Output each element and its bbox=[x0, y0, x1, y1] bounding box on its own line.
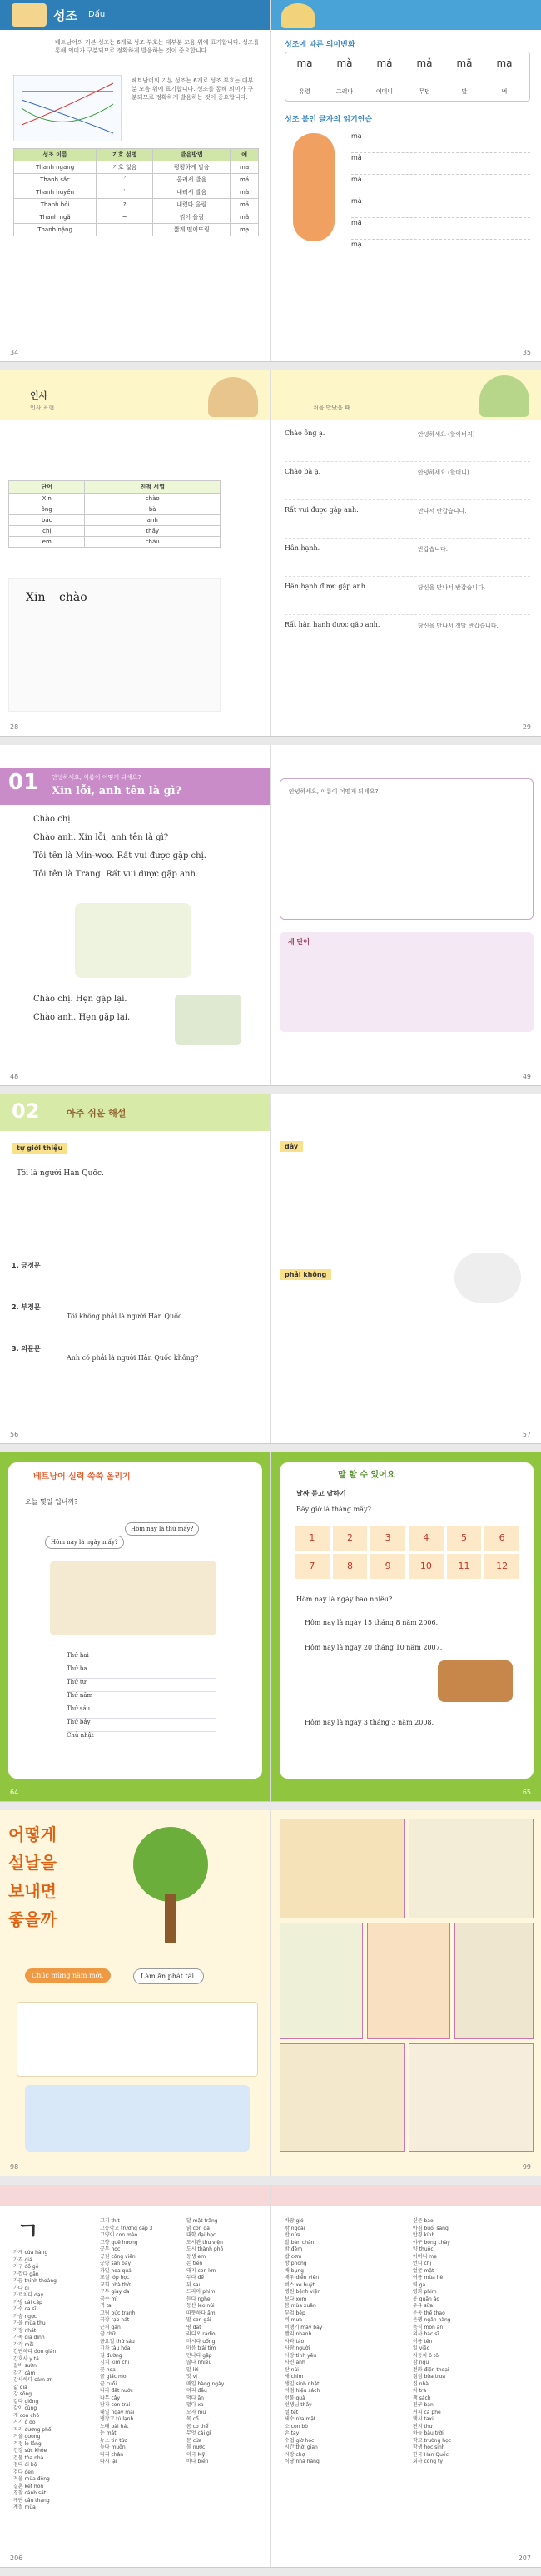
table-row bbox=[14, 161, 259, 174]
drill-row: má bbox=[351, 175, 530, 196]
list-item bbox=[285, 424, 530, 462]
word-list bbox=[289, 57, 520, 69]
dialogue-line: Chào anh. Hẹn gặp lại. bbox=[33, 1013, 131, 1022]
title-line: 보내면 bbox=[8, 1881, 57, 1901]
spread-index bbox=[0, 2185, 541, 2568]
table-row bbox=[14, 211, 259, 224]
dialogue-line: Chào anh. Xin lỗi, anh tên là gì? bbox=[33, 833, 169, 842]
drill-row: ma bbox=[351, 132, 530, 153]
page-35 bbox=[270, 0, 541, 361]
days-list bbox=[67, 1652, 216, 1745]
grammar-title: 아주 쉬운 해설 bbox=[67, 1108, 127, 1119]
vi-text: Hân hạnh được gặp anh. bbox=[285, 583, 368, 590]
index-band bbox=[0, 2185, 270, 2206]
kr-text: 안녕하세요 (할아버지) bbox=[418, 431, 475, 438]
characters-illustration bbox=[50, 1561, 216, 1635]
cell: ? bbox=[97, 199, 153, 211]
month-cell: 12 bbox=[484, 1554, 519, 1579]
cell: mà bbox=[231, 186, 259, 199]
dict-column: 가게 cửa hàng 가격 giá 가구 đồ gỗ 가깝다 gần 가끔 thỉnh thoảng 가다 đi 가르치다 dạy 가방 cái cặp 가수 ca sĩ 가슴 ngực 가을 mùa thu 가장 nhất 가족 gia đình 각각 mỗi 간단하다 đơn giản 간호사 y tá 갈비 sườn 감기 cảm 감사하다 cảm ơn 값 giá 강 sông 같다 giống 같이 cùng 개 con chó 거기 ở đó 거리 đường phố 거울 gương 걱정 lo lắng 건강 sức khỏe 건물 tòa nhà 걷다 đi bộ 검다 đen 겨울 mùa đông 결혼 kết hôn 경찰 cảnh sát 계단 cầu thang 계절 mùa bbox=[13, 2250, 57, 2510]
word: mạ bbox=[496, 57, 513, 69]
speech-bubble: Chúc mừng năm mới. bbox=[25, 1968, 111, 1983]
lesson-title-vi: Xin lỗi, anh tên là gì? bbox=[52, 785, 182, 797]
index-letter: ㄱ bbox=[17, 2217, 40, 2245]
page-number: 206 bbox=[10, 2554, 23, 2562]
page-title: 베트남어 실력 쑥쑥 올리기 bbox=[33, 1472, 131, 1482]
word: ma bbox=[296, 57, 313, 69]
page-number: 99 bbox=[522, 2163, 531, 2171]
index-band bbox=[271, 2185, 541, 2206]
dialogue-line: Chào chị. Hẹn gặp lại. bbox=[33, 995, 127, 1004]
question: Bây giờ là tháng mấy? bbox=[296, 1506, 371, 1513]
lesson-number: 02 bbox=[12, 1099, 40, 1123]
month-cell: 8 bbox=[333, 1554, 368, 1579]
relatives-table bbox=[8, 480, 221, 548]
vi-text: Hân hạnh. bbox=[285, 544, 320, 552]
subsection: 인사 표현 bbox=[30, 405, 55, 411]
word: mã bbox=[456, 57, 473, 69]
page-number: 207 bbox=[518, 2554, 531, 2562]
table-row bbox=[14, 199, 259, 211]
month-cell: 11 bbox=[447, 1554, 482, 1579]
pattern-label: 1. 긍정문 bbox=[12, 1262, 41, 1269]
month-cell: 7 bbox=[295, 1554, 330, 1579]
cell: bà bbox=[85, 504, 221, 515]
chart-note bbox=[132, 77, 256, 102]
cell: Thanh sắc bbox=[14, 174, 97, 186]
xin-label: Xin bbox=[26, 591, 46, 604]
cell: má bbox=[231, 174, 259, 186]
meaning: 말 bbox=[461, 88, 468, 95]
words-box bbox=[285, 52, 530, 102]
cell: ~ bbox=[97, 211, 153, 224]
example-sentence: Tôi là người Hàn Quốc. bbox=[17, 1169, 104, 1178]
spread-greetings bbox=[0, 370, 541, 737]
answer: Hôm nay là ngày 3 tháng 3 năm 2008. bbox=[305, 1719, 434, 1726]
cell: 내렸다 올림 bbox=[153, 199, 231, 211]
comic-panels bbox=[280, 1819, 534, 2160]
page-title: 말 할 수 있어요 bbox=[338, 1471, 395, 1480]
page-number: 28 bbox=[10, 723, 19, 731]
cell: ông bbox=[9, 504, 85, 515]
kids-illustration bbox=[25, 2085, 250, 2152]
list-item bbox=[285, 577, 530, 615]
meaning-list bbox=[289, 87, 520, 96]
subsection: 처음 만났을 때 bbox=[313, 405, 351, 411]
month-cell: 10 bbox=[409, 1554, 444, 1579]
page-29 bbox=[270, 370, 541, 736]
cell: ` bbox=[97, 186, 153, 199]
dialogue-line: Tôi tên là Min-woo. Rất vui được gặp chị. bbox=[33, 851, 206, 861]
month-cell: 4 bbox=[409, 1526, 444, 1551]
th: 친척 서열 bbox=[85, 481, 221, 494]
chao-label: chào bbox=[59, 591, 87, 604]
cell: em bbox=[9, 537, 85, 548]
dialogue bbox=[12, 815, 261, 888]
table-row bbox=[14, 174, 259, 186]
list-item bbox=[285, 500, 530, 539]
vocab-box bbox=[280, 932, 534, 1032]
th-example: 예 bbox=[231, 149, 259, 161]
month-cell: 5 bbox=[447, 1526, 482, 1551]
question-2: Hôm nay là ngày bao nhiêu? bbox=[296, 1596, 393, 1603]
subsection: 날짜 묻고 답하기 bbox=[296, 1490, 346, 1497]
vocab-title: 새 단어 bbox=[288, 938, 310, 946]
meaning: 무덤 bbox=[419, 88, 430, 95]
page-number: 57 bbox=[522, 1431, 531, 1438]
chart-note-text: 베트남어의 기본 성조는 6개로 성조 부호는 대부분 모음 위에 표기합니다. 성조를 통해 의미가 구분되므로 정확하게 발음하는 것이 중요합니다. bbox=[132, 77, 254, 101]
cell: anh bbox=[85, 515, 221, 526]
spread-grammar bbox=[0, 1094, 541, 1444]
month-cell: 3 bbox=[370, 1526, 405, 1551]
cell: bác bbox=[9, 515, 85, 526]
drill-grid bbox=[351, 132, 530, 261]
spread-dates bbox=[0, 1452, 541, 1802]
page-number: 64 bbox=[10, 1789, 19, 1796]
header-illustration bbox=[12, 3, 47, 27]
page-99 bbox=[270, 1810, 541, 2176]
cell: 꺾어 올림 bbox=[153, 211, 231, 224]
page-64 bbox=[0, 1452, 270, 1801]
cyclo-illustration bbox=[175, 995, 241, 1045]
cell: ´ bbox=[97, 174, 153, 186]
page-207 bbox=[270, 2185, 541, 2567]
dialogue-line: Chào chị. bbox=[33, 815, 73, 824]
dict-column: 달 mặt trăng 닭 con gà 대학 đại học 도서관 thư viện 도시 thành phố 동생 em 돈 tiền 돼지 con lợn 두다 để 뒤 sau 드라마 phim 듣다 nghe 등산 leo núi 따뜻하다 ấm 딸 con gái 땅 đất 라디오 radio 마시다 uống 마음 trái tim 만나다 gặp 많다 nhiều 말 lời 맛 vị 매일 hàng ngày 머리 đầu 먹다 ăn 멀다 xa 모자 mũ 목 cổ 몸 cơ thể 무엇 cái gì 문 cửa 물 nước 미국 Mỹ 바다 biển bbox=[186, 2218, 225, 2464]
lesson-number: 01 bbox=[8, 770, 39, 795]
page-number: 48 bbox=[10, 1073, 19, 1080]
table-row bbox=[14, 186, 259, 199]
cell: Xin bbox=[9, 494, 85, 504]
intro-text: 베트남어의 기본 성조는 6개로 성조 부호는 대부분 모음 위에 표기합니다. 성조를 통해 의미가 구분되므로 정확하게 발음하는 것이 중요합니다. bbox=[55, 39, 260, 54]
cell: Thanh huyền bbox=[14, 186, 97, 199]
speech-bubble: Hôm nay là thứ mấy? bbox=[125, 1522, 199, 1536]
cell: ma bbox=[231, 161, 259, 174]
translation-box bbox=[280, 778, 534, 920]
calendar-illustration bbox=[438, 1660, 513, 1702]
cell: 평평하게 발음 bbox=[153, 161, 231, 174]
page-28 bbox=[0, 370, 270, 736]
meaning: 유령 bbox=[299, 88, 310, 95]
page-98 bbox=[0, 1810, 270, 2176]
meaning: 어머니 bbox=[375, 88, 394, 95]
speech-bubble: Hôm nay là ngày mấy? bbox=[45, 1536, 124, 1549]
month-grid bbox=[295, 1526, 519, 1579]
page-number: 56 bbox=[10, 1431, 19, 1438]
kr-text: 만나서 반갑습니다. bbox=[418, 508, 467, 514]
word: má bbox=[376, 57, 393, 69]
section2-title: 성조 붙인 글자의 읽기연습 bbox=[285, 116, 373, 124]
page-number: 65 bbox=[522, 1789, 531, 1796]
dict-column: 고기 thịt 고등학교 trường cấp 3 고양이 con mèo 고향 quê hương 공부 học 공원 công viên 공항 sân bay 과일 hoa quả 교실 lớp học 교회 nhà thờ 구두 giày da 국수 mì 귀 tai 그림 bức tranh 극장 rạp hát 근처 gần 글 chữ 금요일 thứ sáu 기차 tàu hỏa 길 đường 김치 kim chi 꽃 hoa 꿈 giấc mơ 끝 cuối 나라 đất nước 나무 cây 남자 con trai 내일 ngày mai 냉장고 tủ lạnh 노래 bài hát 눈 mắt 뉴스 tin tức 늦다 muộn 다리 chân 다시 lại bbox=[100, 2218, 153, 2464]
dialogue-line: Tôi tên là Trang. Rất vui được gặp anh. bbox=[33, 870, 199, 879]
title-line: 좋을까 bbox=[8, 1909, 57, 1929]
vi-text: Chào ông ạ. bbox=[285, 429, 325, 437]
grammar-point-3: phải không bbox=[280, 1269, 331, 1280]
cell: Thanh hỏi bbox=[14, 199, 97, 211]
meaning: 벼 bbox=[501, 88, 508, 95]
table-row bbox=[14, 224, 259, 236]
word: mà bbox=[336, 57, 353, 69]
month-cell: 1 bbox=[295, 1526, 330, 1551]
list-item: Chủ nhật bbox=[67, 1732, 216, 1745]
cell: 올려서 발음 bbox=[153, 174, 231, 186]
kr-text: 당신을 만나서 정말 반갑습니다. bbox=[418, 623, 499, 629]
speech-bubble: Làm ăn phát tài. bbox=[133, 1968, 204, 1984]
th-method: 발음방법 bbox=[153, 149, 231, 161]
page-number: 35 bbox=[522, 349, 531, 356]
page-number: 49 bbox=[522, 1073, 531, 1080]
drill-row: mã bbox=[351, 218, 530, 240]
cell: chị bbox=[9, 526, 85, 537]
cell: Thanh ngã bbox=[14, 211, 97, 224]
vi-text: Rất hân hạnh được gặp anh. bbox=[285, 621, 380, 628]
text-panel bbox=[17, 2002, 258, 2077]
th-symbol: 기호 설명 bbox=[97, 149, 153, 161]
page-56 bbox=[0, 1094, 270, 1443]
tone-table bbox=[13, 148, 259, 236]
page-subtitle: 오늘 몇일 입니까? bbox=[25, 1498, 78, 1506]
page-49 bbox=[270, 745, 541, 1085]
spread-lesson-01 bbox=[0, 745, 541, 1086]
vi-text: Chào bà ạ. bbox=[285, 468, 321, 475]
drill-row: mà bbox=[351, 153, 530, 175]
list-item: Thứ năm bbox=[67, 1692, 216, 1705]
drill-row: mạ bbox=[351, 240, 530, 261]
page-34 bbox=[0, 0, 270, 361]
kr-text: 당신을 만나서 반갑습니다. bbox=[418, 584, 486, 591]
cell: mã bbox=[231, 211, 259, 224]
kr-text: 반갑습니다. bbox=[418, 546, 449, 553]
header-illustration bbox=[281, 3, 315, 28]
greeting-list bbox=[285, 424, 530, 653]
page-number: 98 bbox=[10, 2163, 19, 2171]
illustration bbox=[454, 1253, 521, 1303]
page-number: 29 bbox=[522, 723, 531, 731]
cell: thầy bbox=[85, 526, 221, 537]
month-cell: 6 bbox=[484, 1526, 519, 1551]
cell: 기호 없음 bbox=[97, 161, 153, 174]
chao-diagram bbox=[8, 578, 221, 712]
lesson-banner bbox=[0, 1094, 270, 1131]
cell: cháu bbox=[85, 537, 221, 548]
cell: 내려서 발음 bbox=[153, 186, 231, 199]
word: mả bbox=[416, 57, 433, 69]
list-item bbox=[285, 615, 530, 653]
pattern-label: 3. 의문문 bbox=[12, 1345, 41, 1353]
list-item: Thứ ba bbox=[67, 1665, 216, 1679]
section-title: 인사 bbox=[30, 390, 48, 401]
answer: Hôm nay là ngày 15 tháng 8 năm 2006. bbox=[305, 1619, 439, 1626]
lesson-title-kr: 안녕하세요, 이름이 어떻게 되세요? bbox=[52, 774, 141, 781]
page-65 bbox=[270, 1452, 541, 1801]
grammar-point-2: đây bbox=[280, 1141, 303, 1152]
cell: . bbox=[97, 224, 153, 236]
month-cell: 9 bbox=[370, 1554, 405, 1579]
th: 단어 bbox=[9, 481, 85, 494]
meaning: 그러나 bbox=[335, 88, 354, 95]
dict-column: 바람 gió 밖 ngoài 반 nửa 발 bàn chân 밤 đêm 밥 cơm 방 phòng 배 bụng 배우 diễn viên 버스 xe buýt 병원 bệnh viện 보다 xem 봄 mùa xuân 부엌 bếp 비 mưa 비행기 máy bay 빨리 nhanh 사과 táo 사람 người 사랑 tình yêu 사진 ảnh 산 núi 새 chim 생일 sinh nhật 서점 hiệu sách 선물 quà 선생님 thầy 설 tết 세수 rửa mặt 소 con bò 손 tay 수업 giờ học 시간 thời gian 시장 chợ 식당 nhà hàng bbox=[285, 2218, 323, 2464]
page-48 bbox=[0, 745, 270, 1085]
tone-contour-chart bbox=[13, 75, 122, 141]
list-item: Thứ sáu bbox=[67, 1705, 216, 1719]
list-item bbox=[285, 539, 530, 577]
cell: mả bbox=[231, 199, 259, 211]
dict-column: 신문 báo 아침 buổi sáng 안경 kính 야구 bóng chày 약 thuốc 어머니 mẹ 언니 chị 얼굴 mặt 여름 mùa hè 역 ga 영화 phim 옷 quần áo 우유 sữa 운동 thể thao 은행 ngân hàng 음식 món ăn 의사 bác sĩ 이름 tên 일 việc 자동차 ô tô 잠 ngủ 전화 điện thoại 점심 bữa trưa 집 nhà 차 trà 책 sách 친구 bạn 커피 cà phê 택시 taxi 편지 thư 하늘 bầu trời 학교 trường học 학생 học sinh 한국 Hàn Quốc 회사 công ty bbox=[413, 2218, 452, 2464]
list-item: Thứ tư bbox=[67, 1679, 216, 1692]
pattern-label: 2. 부정문 bbox=[12, 1303, 41, 1311]
cell: mạ bbox=[231, 224, 259, 236]
pencil-illustration bbox=[293, 133, 335, 241]
translation-text: 안녕하세요, 이름이 어떻게 되세요? bbox=[289, 788, 379, 795]
month-cell: 2 bbox=[333, 1526, 368, 1551]
page-57 bbox=[270, 1094, 541, 1443]
page-number: 34 bbox=[10, 349, 19, 356]
list-item: Thứ bảy bbox=[67, 1719, 216, 1732]
drill-row: mả bbox=[351, 196, 530, 218]
list-item: Thứ hai bbox=[67, 1652, 216, 1665]
spread-tones bbox=[0, 0, 541, 362]
question-example: Anh có phải là người Hàn Quốc không? bbox=[67, 1354, 199, 1362]
cart-illustration bbox=[75, 903, 191, 978]
section1-title: 성조에 따른 의미변화 bbox=[285, 41, 355, 49]
cell: chào bbox=[85, 494, 221, 504]
pattern-list bbox=[12, 1261, 261, 1386]
answer: Hôm nay là ngày 20 tháng 10 năm 2007. bbox=[305, 1644, 443, 1651]
section-title: 성조 bbox=[53, 8, 77, 23]
th-name: 성조 이름 bbox=[14, 149, 97, 161]
vi-text: Rất vui được gặp anh. bbox=[285, 506, 359, 514]
title-line: 설날을 bbox=[8, 1853, 57, 1873]
kr-text: 안녕하세요 (할머니) bbox=[418, 469, 469, 476]
cell: 짧게 떨어뜨림 bbox=[153, 224, 231, 236]
list-item bbox=[285, 462, 530, 500]
section-title-vi: Dấu bbox=[88, 10, 106, 19]
cell: Thanh nặng bbox=[14, 224, 97, 236]
spread-culture-tet bbox=[0, 1810, 541, 2176]
grammar-point-1: tự giới thiệu bbox=[12, 1143, 67, 1154]
negative-example: Tôi không phải là người Hàn Quốc. bbox=[67, 1313, 185, 1320]
tree-illustration bbox=[125, 1827, 216, 1943]
cell: Thanh ngang bbox=[14, 161, 97, 174]
page-206 bbox=[0, 2185, 270, 2567]
title-block bbox=[8, 1820, 100, 1953]
title-line: 어떻게 bbox=[8, 1824, 57, 1844]
